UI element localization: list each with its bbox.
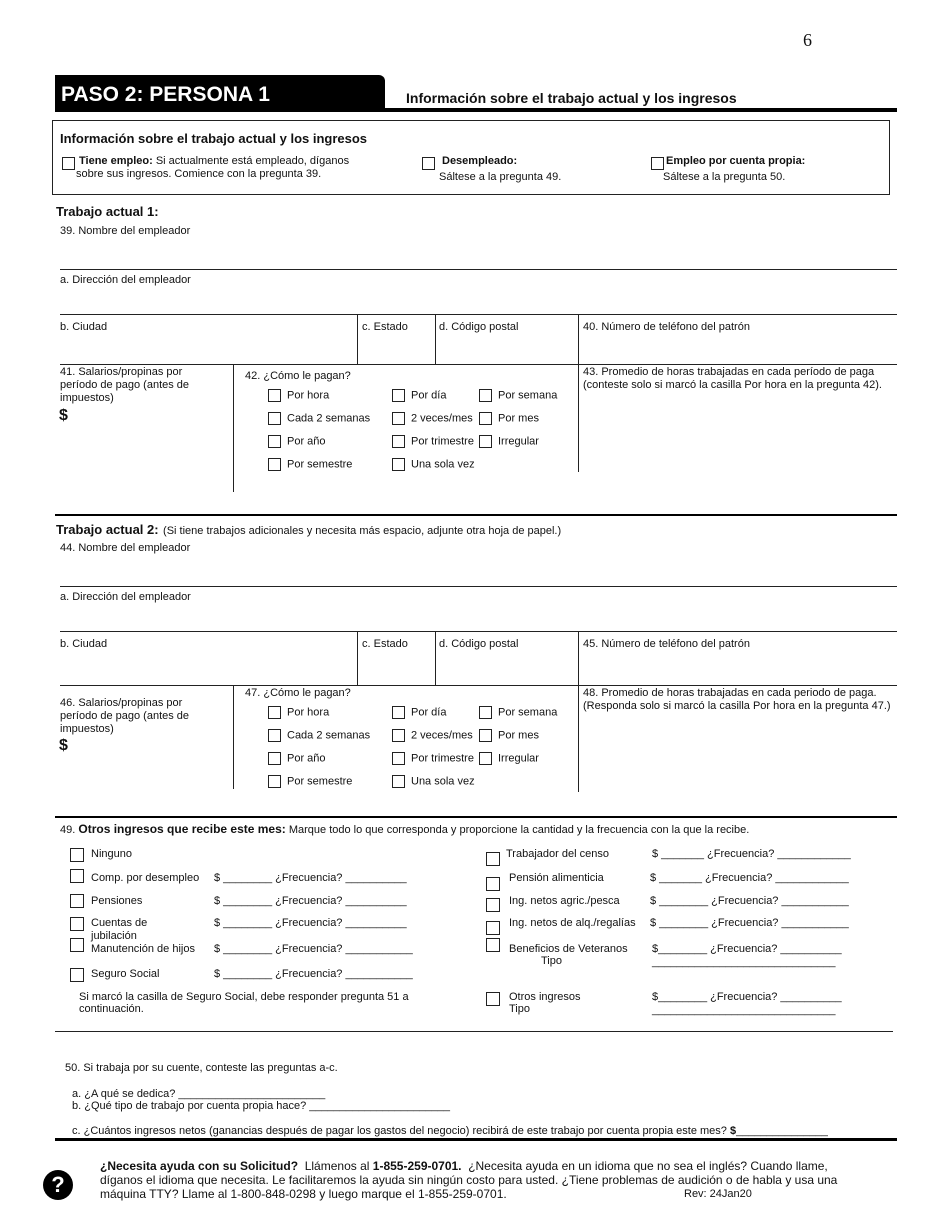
job1-pay-por-semestre[interactable] [268, 458, 352, 471]
income-pension-alim-label: Pensión alimenticia [509, 872, 604, 884]
q46-label: 46. Salarios/propinas por [60, 697, 183, 709]
income-otros-checkbox[interactable] [486, 992, 500, 1006]
income-otros-label: Otros ingresos [509, 991, 581, 1003]
employer1-name-field[interactable] [60, 240, 897, 268]
checkbox[interactable] [479, 389, 492, 402]
q50-c-dollar: $ [729, 1125, 737, 1137]
zip2-label: d. Código postal [439, 638, 519, 650]
option-label: Por trimestre [411, 752, 474, 765]
section-rule [55, 514, 897, 516]
job1-pay-por-mes[interactable] [479, 412, 539, 425]
income-manutencion-checkbox[interactable] [70, 938, 84, 952]
q39-label: 39. Nombre del empleador [60, 225, 191, 237]
checkbox[interactable] [392, 706, 405, 719]
checkbox[interactable] [268, 435, 281, 448]
income-censo-label: Trabajador del censo [506, 848, 609, 860]
q50-c: c. ¿Cuántos ingresos netos (ganancias después de pagar los gastos del negocio) recibirá de este trabajo por cuenta propia este mes? [72, 1125, 727, 1137]
option-label: Por semestre [287, 458, 353, 471]
option-label: Por semestre [287, 775, 353, 788]
checkbox[interactable] [268, 752, 281, 765]
income-veteranos-tipo: Tipo [541, 955, 562, 967]
job2-pay-por-semestre[interactable] [268, 775, 352, 788]
income-seguro-checkbox[interactable] [70, 968, 84, 982]
q44-label: 44. Nombre del empleador [60, 542, 191, 554]
help-icon-glyph: ? [51, 1172, 65, 1197]
step-title: PASO 2: PERSONA 1 [61, 83, 270, 106]
q42-label: 42. ¿Cómo le pagan? [245, 370, 351, 382]
checkbox[interactable] [392, 752, 405, 765]
income-ninguno-checkbox[interactable] [70, 848, 84, 862]
q49-number: 49. [60, 824, 76, 836]
unemployed-label: Desempleado: [442, 155, 518, 167]
row-line [60, 364, 897, 365]
option-label: Por hora [287, 389, 330, 402]
income-alq-checkbox[interactable] [486, 921, 500, 935]
job1-pay-por-semana[interactable] [479, 389, 557, 402]
job2-pay-por-hora[interactable] [268, 706, 329, 719]
income-comp-label: Comp. por desempleo [91, 872, 200, 884]
q44-line [60, 586, 897, 587]
option-label: Irregular [498, 435, 539, 448]
income-comp-checkbox[interactable] [70, 869, 84, 883]
q50-b[interactable]: b. ¿Qué tipo de trabajo por cuenta propia hace? _______________________ [72, 1100, 450, 1112]
footer-line-1 [100, 1159, 828, 1173]
option-label: Por año [287, 435, 326, 448]
employed-option [79, 155, 349, 167]
option-label: 2 veces/mes [411, 412, 473, 425]
job2-pay-una-vez[interactable] [392, 775, 475, 788]
divider [578, 314, 579, 472]
income-comp-amount[interactable]: $ ________ ¿Frecuencia? __________ [214, 872, 407, 884]
employer1-address-field[interactable] [60, 288, 897, 314]
employment-box-title: Información sobre el trabajo actual y los ingresos [60, 131, 368, 146]
employed-text-2: sobre sus ingresos. Comience con la pregunta 39. [76, 168, 322, 180]
income-agric-checkbox[interactable] [486, 898, 500, 912]
income-alq-label: Ing. netos de alq./regalías [509, 917, 636, 929]
help-phone: 1-855-259-0701. [372, 1159, 462, 1173]
job2-pay-por-dia[interactable] [392, 706, 446, 719]
checkbox[interactable] [268, 729, 281, 742]
job1-pay-cada2[interactable] [268, 412, 370, 425]
checkbox[interactable] [268, 706, 281, 719]
checkbox[interactable] [479, 752, 492, 765]
address1-line [60, 314, 897, 315]
unemployed-checkbox[interactable] [422, 157, 435, 170]
income-otros-tipo: Tipo [509, 1003, 530, 1015]
checkbox[interactable] [392, 435, 405, 448]
header-rule [55, 108, 897, 112]
state1-label: c. Estado [362, 321, 408, 333]
job2-heading-note: (Si tiene trabajos adicionales y necesita más espacio, adjunte otra hoja de papel.) [163, 525, 562, 537]
section-title: Información sobre el trabajo actual y los ingresos [406, 90, 737, 106]
q49-heading [60, 822, 749, 836]
income-pensiones-checkbox[interactable] [70, 894, 84, 908]
q43-label: 43. Promedio de horas trabajadas en cada período de paga [583, 366, 875, 378]
q46-dollar: $ [59, 737, 68, 754]
checkbox[interactable] [479, 412, 492, 425]
unemployed-text: Sáltese a la pregunta 49. [439, 171, 562, 183]
divider [578, 631, 579, 792]
q50-c-line[interactable]: _______________ [736, 1125, 828, 1137]
job2-pay-2veces[interactable] [392, 729, 473, 742]
option-label: Por semana [498, 389, 558, 402]
q40-label: 40. Número de teléfono del patrón [583, 321, 750, 333]
address1-label: a. Dirección del empleador [60, 274, 191, 286]
income-agric-amount[interactable]: $ ________ ¿Frecuencia? ___________ [650, 895, 849, 907]
section-rule [55, 816, 897, 818]
job1-pay-una-vez[interactable] [392, 458, 475, 471]
q50-c-row [72, 1125, 828, 1137]
divider [435, 631, 436, 685]
footer-line-3: máquina TTY? Llame al 1-800-848-0298 y luego marque el 1-855-259-0701. [100, 1187, 507, 1201]
row-line [60, 685, 897, 686]
footer-rule [55, 1138, 897, 1141]
income-veteranos-checkbox[interactable] [486, 938, 500, 952]
job2-pay-cada2[interactable] [268, 729, 370, 742]
option-label: Por trimestre [411, 435, 474, 448]
income-manutencion-amount[interactable]: $ ________ ¿Frecuencia? ___________ [214, 943, 413, 955]
job2-heading: Trabajo actual 2: [56, 522, 159, 537]
income-veteranos-amount[interactable]: $________ ¿Frecuencia? __________ [652, 943, 842, 955]
q50-a[interactable]: a. ¿A qué se dedica? ________________________ [72, 1088, 326, 1100]
income-manutencion-label: Manutención de hijos [91, 943, 195, 955]
income-otros-type-line[interactable]: ______________________________ [652, 1004, 836, 1016]
income-otros-amount[interactable]: $________ ¿Frecuencia? __________ [652, 991, 842, 1003]
income-pensiones-amount[interactable]: $ ________ ¿Frecuencia? __________ [214, 895, 407, 907]
q48-label: 48. Promedio de horas trabajadas en cada periodo de paga. [583, 687, 877, 699]
checkbox[interactable] [479, 729, 492, 742]
checkbox[interactable] [392, 458, 405, 471]
income-veteranos-type-line[interactable]: ______________________________ [652, 956, 836, 968]
income-pensiones-label: Pensiones [91, 895, 143, 907]
self-employed-text: Sáltese a la pregunta 50. [663, 171, 786, 183]
checkbox[interactable] [392, 389, 405, 402]
job1-pay-irregular[interactable] [479, 435, 539, 448]
checkbox[interactable] [479, 706, 492, 719]
option-label: Por mes [498, 412, 539, 425]
job1-pay-por-dia[interactable] [392, 389, 446, 402]
checkbox[interactable] [392, 775, 405, 788]
checkbox[interactable] [268, 389, 281, 402]
checkbox[interactable] [392, 729, 405, 742]
q41-dollar: $ [59, 407, 68, 424]
employed-text: Si actualmente está empleado, díganos [155, 155, 350, 167]
income-cuentas-amount[interactable]: $ ________ ¿Frecuencia? __________ [214, 917, 407, 929]
option-label: Por año [287, 752, 326, 765]
option-label: Una sola vez [411, 458, 475, 471]
checkbox[interactable] [392, 412, 405, 425]
option-label: 2 veces/mes [411, 729, 473, 742]
job2-pay-por-mes[interactable] [479, 729, 539, 742]
city1-label: b. Ciudad [60, 321, 108, 333]
q48-label-2: (Responda solo si marcó la casilla Por hora en la pregunta 47.) [583, 700, 891, 712]
option-label: Por día [411, 389, 447, 402]
checkbox[interactable] [268, 458, 281, 471]
help-heading: ¿Necesita ayuda con su Solicitud? [100, 1159, 299, 1173]
footer-line-2: díganos el idioma que necesita. Le facilitaremos la ayuda sin ningún costo para usted. ¿Tiene problemas de audición o de habla y usa una [100, 1173, 838, 1187]
job2-pay-por-semana[interactable] [479, 706, 557, 719]
job2-pay-por-trimestre[interactable] [392, 752, 474, 765]
q43-label-2: (conteste solo si marcó la casilla Por hora en la pregunta 42). [583, 379, 882, 391]
income-agric-label: Ing. netos agric./pesca [509, 895, 620, 907]
job1-pay-por-trimestre[interactable] [392, 435, 474, 448]
q41-label-2: período de pago (antes de [60, 379, 190, 391]
zip1-label: d. Código postal [439, 321, 519, 333]
q39-line [60, 269, 897, 270]
address2-line [60, 631, 897, 632]
income-ninguno-label: Ninguno [91, 848, 132, 860]
self-employed-label: Empleo por cuenta propia: [666, 155, 806, 167]
help-call: Llámenos al [304, 1159, 370, 1173]
self-employed-checkbox[interactable] [651, 157, 664, 170]
option-label: Irregular [498, 752, 539, 765]
state2-label: c. Estado [362, 638, 408, 650]
q46-label-2: período de pago (antes de [60, 710, 190, 722]
divider [435, 314, 436, 365]
q50-intro: 50. Si trabaja por su cuente, conteste las preguntas a-c. [65, 1062, 338, 1074]
seguro-note: Si marcó la casilla de Seguro Social, debe responder pregunta 51 a [79, 991, 409, 1003]
job1-heading: Trabajo actual 1: [56, 204, 159, 219]
option-label: Una sola vez [411, 775, 475, 788]
page-number: 6 [803, 30, 812, 50]
q41-label-3: impuestos) [60, 392, 114, 404]
employer2-address-field[interactable] [60, 605, 897, 631]
q49-title: Otros ingresos que recibe este mes: [78, 822, 286, 836]
option-label: Por hora [287, 706, 330, 719]
income-cuentas-label-2: jubilación [91, 930, 137, 942]
income-cuentas-checkbox[interactable] [70, 917, 84, 931]
option-label: Cada 2 semanas [287, 729, 371, 742]
job1-pay-por-hora[interactable] [268, 389, 329, 402]
option-label: Por mes [498, 729, 539, 742]
divider [233, 685, 234, 789]
income-pension-alim-amount[interactable]: $ _______ ¿Frecuencia? ____________ [650, 872, 849, 884]
checkbox[interactable] [479, 435, 492, 448]
help-icon [43, 1170, 73, 1200]
income-seguro-label: Seguro Social [91, 968, 160, 980]
q49-instructions: Marque todo lo que corresponda y proporcione la cantidad y la frecuencia con la que la recibe. [288, 824, 750, 836]
employer2-name-field[interactable] [60, 557, 897, 585]
revision-label: Rev: 24Jan20 [684, 1188, 752, 1200]
option-label: Por día [411, 706, 447, 719]
q41-label: 41. Salarios/propinas por [60, 366, 183, 378]
checkbox[interactable] [268, 412, 281, 425]
income-censo-amount[interactable]: $ _______ ¿Frecuencia? ____________ [652, 848, 851, 860]
job2-pay-irregular[interactable] [479, 752, 539, 765]
q45-label: 45. Número de teléfono del patrón [583, 638, 750, 650]
q47-label: 47. ¿Cómo le pagan? [245, 687, 351, 699]
employed-checkbox[interactable] [62, 157, 75, 170]
address2-label: a. Dirección del empleador [60, 591, 191, 603]
divider [357, 314, 358, 365]
income-censo-checkbox[interactable] [486, 852, 500, 866]
income-seguro-amount[interactable]: $ ________ ¿Frecuencia? ___________ [214, 968, 413, 980]
option-label: Cada 2 semanas [287, 412, 371, 425]
section-rule [55, 1031, 893, 1032]
job2-heading-row [56, 521, 561, 539]
help-language: ¿Necesita ayuda en un idioma que no sea el inglés? Cuando llame, [468, 1159, 828, 1173]
job1-pay-2veces[interactable] [392, 412, 473, 425]
checkbox[interactable] [268, 775, 281, 788]
divider [233, 364, 234, 492]
income-cuentas-label: Cuentas de [91, 917, 148, 929]
job1-pay-por-ano[interactable] [268, 435, 326, 448]
city2-label: b. Ciudad [60, 638, 108, 650]
seguro-note-2: continuación. [79, 1003, 144, 1015]
q46-label-3: impuestos) [60, 723, 114, 735]
income-alq-amount[interactable]: $ ________ ¿Frecuencia? ___________ [650, 917, 849, 929]
option-label: Por semana [498, 706, 558, 719]
income-pension-alim-checkbox[interactable] [486, 877, 500, 891]
employed-label: Tiene empleo: [79, 155, 153, 167]
divider [357, 631, 358, 685]
job2-pay-por-ano[interactable] [268, 752, 326, 765]
income-veteranos-label: Beneficios de Veteranos [509, 943, 628, 955]
